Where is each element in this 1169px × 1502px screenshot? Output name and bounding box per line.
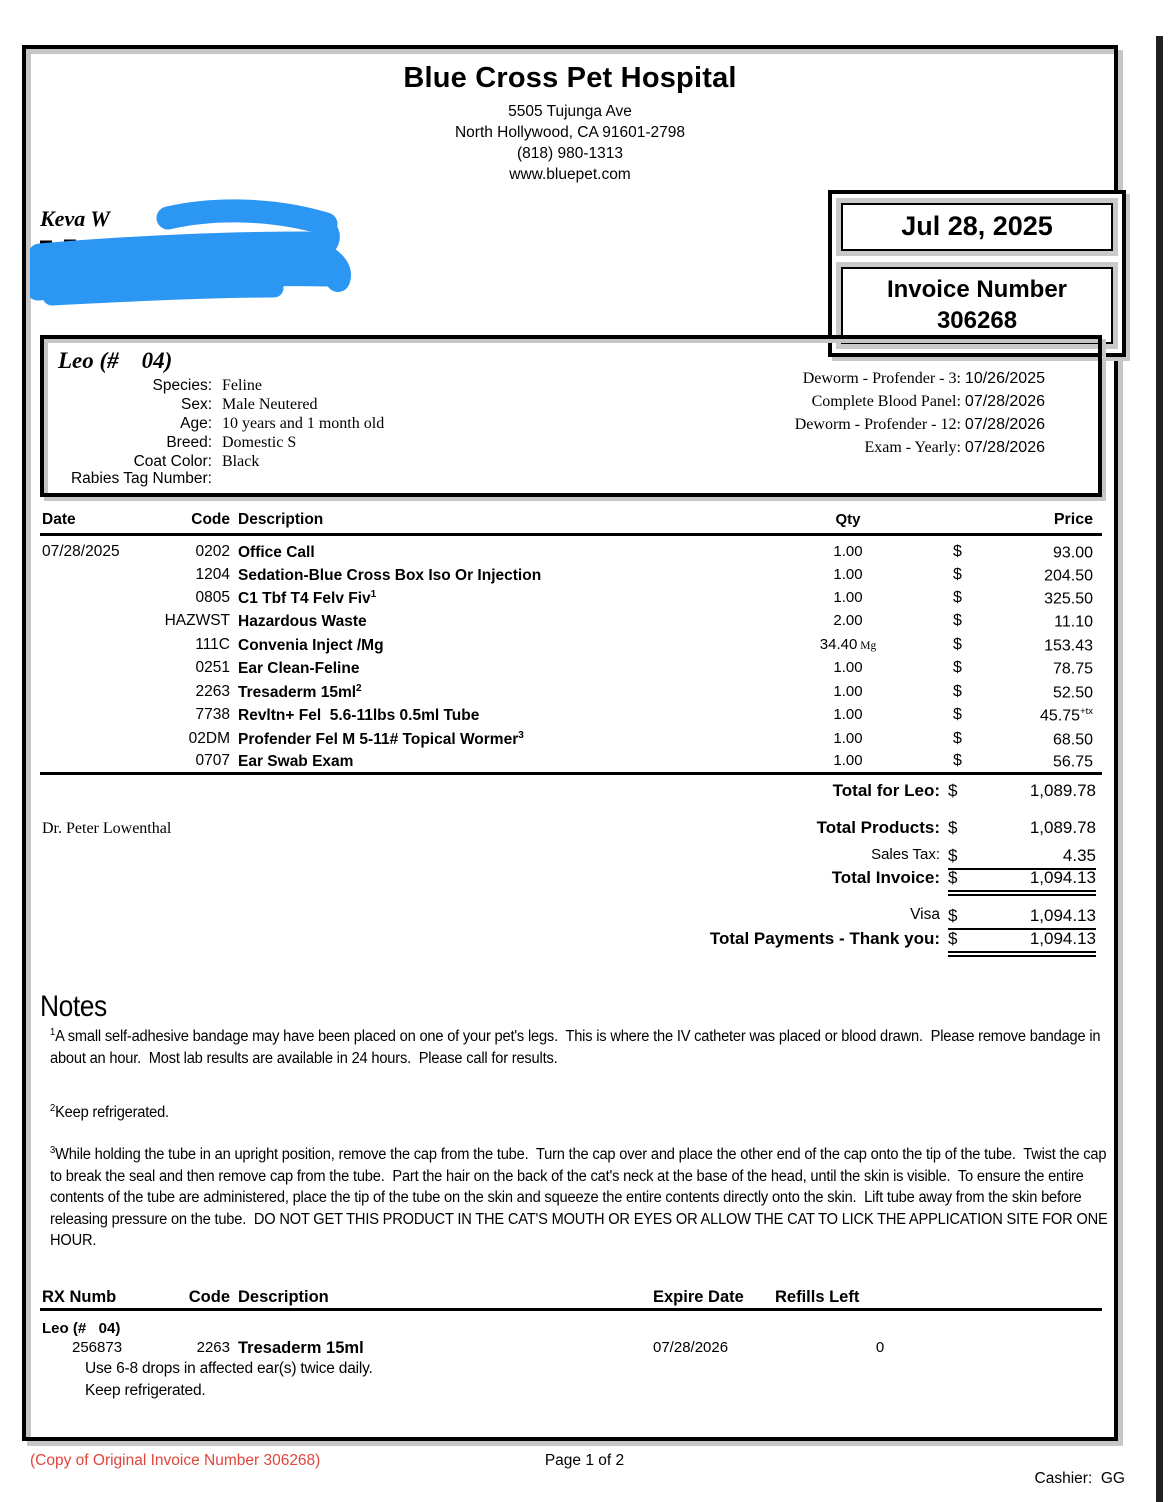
col-header-code: Code	[191, 511, 230, 528]
item-price: 11.10	[1054, 613, 1093, 631]
rx-col-code: Code	[188, 1288, 230, 1306]
table-bottom-rule	[40, 772, 1102, 775]
reminder-line	[600, 421, 1045, 475]
patient-field-row	[40, 434, 540, 453]
cashier-initials: GG	[1100, 1470, 1125, 1487]
copy-notice: (Copy of Original Invoice Number 306268)	[30, 1452, 321, 1469]
currency-sign: $	[953, 706, 962, 723]
item-qty: 1.00	[833, 589, 863, 606]
invoice-id-box	[828, 190, 1126, 357]
item-price: 204.50	[1044, 567, 1093, 585]
col-header-description: Description	[238, 511, 324, 528]
patient-field-label: Breed:	[166, 434, 212, 451]
total-label: Total Invoice:	[831, 868, 940, 887]
rx-col-description: Description	[238, 1288, 329, 1306]
currency-sign: $	[953, 612, 962, 629]
rx-col-number: RX Numb	[42, 1288, 117, 1306]
item-description: Ear Clean-Feline	[238, 660, 360, 678]
patient-field-label: Rabies Tag Number:	[70, 470, 212, 487]
invoice-date: Jul 28, 2025	[841, 203, 1113, 251]
item-description: Sedation-Blue Cross Box Iso Or Injection	[238, 567, 542, 585]
note-text: Keep refrigerated.	[55, 1104, 169, 1122]
total-row	[40, 781, 1102, 807]
item-price: 93.00	[1052, 544, 1093, 562]
page-indicator: Page 1 of 2	[544, 1452, 625, 1469]
reminder-date: 07/28/2026	[964, 393, 1045, 410]
total-row	[40, 929, 1102, 955]
item-code: 7738	[195, 706, 230, 723]
doctor-name: Dr. Peter Lowenthal	[42, 820, 172, 837]
total-label: Total for Leo:	[832, 781, 940, 800]
item-code: HAZWST	[164, 612, 230, 629]
items-header-row	[40, 511, 1102, 535]
item-qty: 34.40 Mg	[819, 636, 877, 653]
note-item	[50, 1098, 1169, 1124]
patient-field-label: Species:	[152, 377, 212, 394]
patient-field-label: Sex:	[180, 396, 212, 413]
total-amount: $ 4.35	[948, 846, 1096, 870]
col-header-date: Date	[42, 511, 76, 528]
item-date: 07/28/2025	[42, 543, 120, 560]
hospital-address-line2: North Hollywood, CA 91601-2798	[454, 124, 686, 141]
item-row	[40, 612, 1102, 636]
item-code: 0202	[195, 543, 230, 560]
item-qty: 1.00	[833, 543, 863, 560]
total-amount: $ 1,094.13	[948, 929, 1096, 953]
rx-patient-group: Leo (# 04)	[42, 1320, 121, 1337]
reminder-label: Deworm - Profender - 12:	[794, 416, 965, 433]
item-description: Convenia Inject /Mg	[238, 637, 384, 655]
patient-field-label: Age:	[180, 415, 212, 432]
item-price: 52.50	[1052, 684, 1093, 702]
rx-expire-date: 07/28/2026	[653, 1339, 729, 1356]
rx-header-rule	[40, 1308, 1102, 1311]
col-header-qty: Qty	[835, 511, 861, 528]
patient-field-value: Domestic S	[222, 434, 297, 451]
item-code: 0805	[195, 589, 230, 606]
currency-sign: $	[953, 659, 962, 676]
item-code: 0251	[195, 659, 230, 676]
item-row	[40, 706, 1102, 730]
item-row	[40, 683, 1102, 707]
hospital-address-line1: 5505 Tujunga Ave	[508, 103, 632, 120]
total-amount: $ 1,089.78	[948, 818, 1096, 837]
total-amount: $ 1,094.13	[948, 868, 1096, 892]
item-qty: 1.00	[833, 752, 863, 769]
rx-instruction: Keep refrigerated.	[85, 1382, 206, 1399]
note-item	[50, 1140, 1169, 1252]
tax-flag: +tx	[1080, 706, 1093, 717]
hospital-name: Blue Cross Pet Hospital	[403, 62, 737, 94]
item-qty: 1.00	[833, 706, 863, 723]
currency-sign: $	[953, 566, 962, 583]
patient-title: Leo (# 04)	[58, 348, 173, 373]
rx-refills-left: 0	[875, 1339, 885, 1356]
invoice-number-box	[841, 267, 1113, 344]
total-label: Sales Tax:	[871, 846, 940, 863]
item-row	[40, 636, 1102, 660]
reminder-date: 07/28/2026	[964, 439, 1045, 456]
item-row	[40, 566, 1102, 590]
currency-sign: $	[953, 752, 962, 769]
rx-col-expire: Expire Date	[653, 1288, 744, 1306]
item-qty: 2.00	[833, 612, 863, 629]
patient-field-label: Coat Color:	[133, 453, 212, 470]
note-ref: 3	[518, 730, 524, 741]
item-qty: 1.00	[833, 730, 863, 747]
rx-col-refills: Refills Left	[775, 1288, 860, 1306]
item-description: Ear Swab Exam	[238, 753, 354, 771]
notes-heading: Notes	[40, 990, 107, 1023]
total-row	[40, 818, 1102, 844]
note-text: A small self-adhesive bandage may have been placed on one of your pet's legs. This is where the IV catheter was placed or blood drawn. Please remove bandage in about an hour. Most lab results are available in 24 hours. Please call for results.	[50, 1028, 1105, 1067]
item-qty: 1.00	[833, 659, 863, 676]
redaction-scribble	[30, 196, 365, 308]
payment-amount: $ 1,094.13	[948, 906, 1096, 930]
rx-instruction: Use 6-8 drops in affected ear(s) twice daily.	[85, 1360, 373, 1377]
cashier-label: Cashier:	[1034, 1470, 1101, 1487]
item-qty: 1.00	[833, 683, 863, 700]
patient-field-row	[40, 396, 540, 415]
item-qty: 1.00	[833, 566, 863, 583]
total-label: Total Products:	[816, 818, 940, 837]
item-description: Profender Fel M 5-11# Topical Wormer$^3$	[238, 730, 524, 749]
item-description: Tresaderm $15ml^2$	[238, 683, 362, 702]
patient-field-value: Black	[222, 453, 260, 470]
patient-field-value: 10 years and 1 month old	[222, 415, 385, 432]
item-description: Revltn+ Fel 5.6-11lbs 0.5ml Tube	[238, 707, 480, 725]
reminder-label: Deworm - Profender - 3:	[802, 370, 965, 387]
item-row	[40, 543, 1102, 567]
item-description: Office Call	[238, 544, 315, 562]
item-description: C1 Tbf T4 Felv Fiv$^1$	[238, 589, 377, 608]
header-rule	[40, 533, 1102, 536]
item-row	[40, 659, 1102, 683]
reminder-date: 10/26/2025	[964, 370, 1045, 387]
hospital-website: www.bluepet.com	[509, 166, 631, 183]
note-ref: 2	[50, 1103, 56, 1114]
total-amount: $ 1,089.78	[948, 781, 1096, 800]
note-item	[50, 1022, 1169, 1069]
item-price: 153.43	[1044, 637, 1093, 655]
total-row	[40, 868, 1102, 894]
note-text: While holding the tube in an upright position, remove the cap from the tube. Turn the cap over and place the other end of the cap onto the tip of the tube. Twist the cap to break the seal and then remove cap from the tube. Part the hair on the back of the cat's neck at the base of the head, until the skin is visible. To ensure the entire contents of the tube are administered, place the tip of the tube on the skin and squeeze the entire contents directly onto the skin. Lift tube away from the skin before releasing pressure on the tube. DO NOT GET THIS PRODUCT IN THE CAT'S MOUTH OR EYES OR ALLOW THE CAT TO LICK THE APPLICATION SITE FOR ONE HOUR.	[50, 1146, 1112, 1250]
item-price: 325.50	[1044, 590, 1093, 608]
client-name: Keva W	[40, 206, 110, 231]
rx-description: Tresaderm 15ml	[238, 1339, 364, 1357]
hospital-phone: (818) 980-1313	[517, 145, 623, 162]
note-ref: 1	[370, 589, 377, 600]
invoice-number-value: 306268	[936, 307, 1018, 334]
col-header-price: Price	[1053, 511, 1093, 528]
rx-number: 256873	[72, 1339, 123, 1356]
hospital-header	[22, 62, 1118, 185]
item-row	[40, 730, 1102, 754]
currency-sign: $	[953, 683, 962, 700]
patient-field-value: Feline	[222, 377, 262, 394]
reminder-label: Exam - Yearly:	[864, 439, 965, 456]
item-price: 68.50	[1052, 731, 1093, 749]
item-code: 111C	[195, 636, 230, 653]
patient-field-value: Male Neutered	[222, 396, 318, 413]
scan-edge-artifact	[1156, 36, 1163, 1502]
item-code: 02DM	[188, 730, 230, 747]
note-ref: 3	[50, 1145, 56, 1156]
currency-sign: $	[953, 543, 962, 560]
total-label: Total Payments - Thank you:	[709, 929, 940, 948]
currency-sign: $	[953, 730, 962, 747]
rx-code: 2263	[196, 1339, 230, 1356]
patient-field-row	[40, 415, 540, 434]
payment-label: Visa	[910, 906, 940, 923]
item-price: 56.75	[1052, 753, 1093, 771]
invoice-number-label: Invoice Number	[886, 276, 1068, 303]
reminder-date: 07/28/2026	[964, 416, 1045, 433]
item-price: 78.75	[1052, 660, 1093, 678]
item-price: $45.75^{+tx}$	[1040, 706, 1093, 725]
currency-sign: $	[953, 589, 962, 606]
note-ref: 2	[356, 683, 362, 694]
item-row	[40, 589, 1102, 613]
note-ref: 1	[50, 1027, 56, 1038]
item-code: 1204	[195, 566, 230, 583]
reminder-label: Complete Blood Panel:	[811, 393, 965, 410]
item-code: 0707	[195, 752, 230, 769]
patient-field-row	[40, 470, 540, 489]
item-code: 2263	[195, 683, 230, 700]
cashier-info	[1017, 1452, 1125, 1502]
patient-field-row	[40, 377, 540, 396]
item-description: Hazardous Waste	[238, 613, 367, 631]
currency-sign: $	[953, 636, 962, 653]
